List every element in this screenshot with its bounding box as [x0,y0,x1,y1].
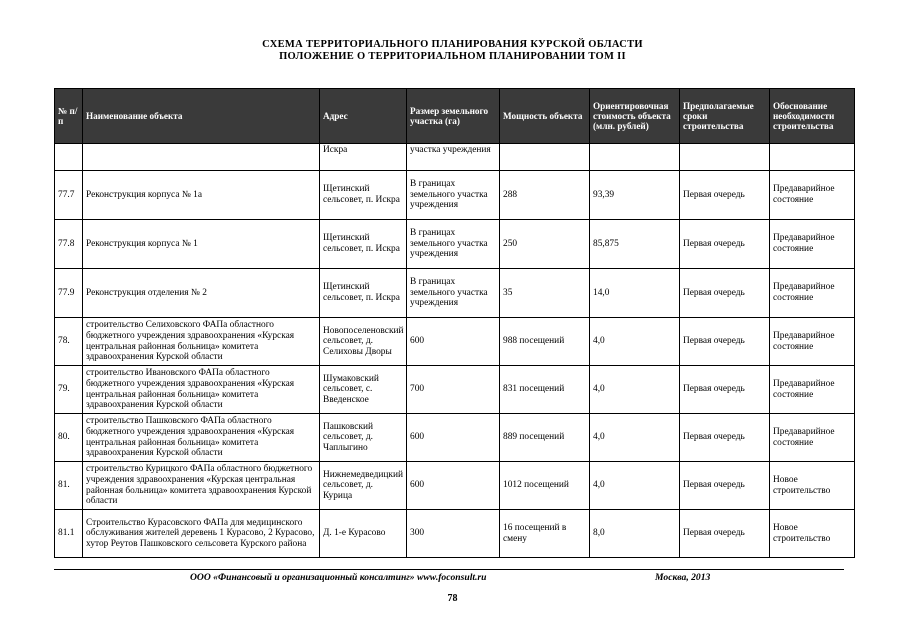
cell-name: строительство Ивановского ФАПа областного бюджетного учреждения здравоохранения «Курская центральная районная больница» комитета здравоохранения Курской области [83,366,320,414]
cell-number: 77.8 [55,220,83,269]
cell-reason: Предаварийное состояние [770,220,855,269]
cell-number: 77.7 [55,171,83,220]
cell-reason: Предаварийное состояние [770,414,855,462]
cell-cost: 85,875 [590,220,680,269]
table-row [55,171,855,220]
cell-capacity: 250 [500,220,590,269]
cell-address: Щетинский сельсовет, п. Искра [320,269,407,318]
cell-number: 80. [55,414,83,462]
cell-name: Реконструкция отделения № 2 [83,269,320,318]
cell-name: строительство Селиховского ФАПа областного бюджетного учреждения здравоохранения «Курская центральная районная больница» комитета здравоохранения Курской области [83,318,320,366]
cell-size: В границах земельного участка учреждения [407,269,500,318]
cell-size: 700 [407,366,500,414]
cell-size: 600 [407,414,500,462]
cell-period: Первая очередь [680,269,770,318]
page-number: 78 [447,593,458,604]
col-header-capacity: Мощность объекта [500,89,590,144]
cell-size: В границах земельного участка учреждения [407,220,500,269]
cell-address: Д. 1-е Курасово [320,510,407,558]
cell-size: участка учреждения [407,144,500,171]
col-header-name: Наименование объекта [83,89,320,144]
cell-size: В границах земельного участка учреждения [407,171,500,220]
cell-name: строительство Курицкого ФАПа областного бюджетного учреждения здравоохранения «Курская центральная районная больница» комитета здравоохранения Курской области [83,462,320,510]
cell-cost: 93,39 [590,171,680,220]
cell-address: Нижнемедведицкий сельсовет, д. Курица [320,462,407,510]
cell-period: Первая очередь [680,510,770,558]
table-row [55,366,855,414]
cell-reason: Предаварийное состояние [770,318,855,366]
document-subtitle: ПОЛОЖЕНИЕ О ТЕРРИТОРИАЛЬНОМ ПЛАНИРОВАНИИ ТОМ II [279,51,626,62]
cell-capacity: 1012 посещений [500,462,590,510]
table-header-row [55,89,855,144]
footer-divider [54,569,844,570]
cell-capacity [500,144,590,171]
col-header-cost: Ориентировочная стоимость объекта (млн. рублей) [590,89,680,144]
cell-number: 81.1 [55,510,83,558]
cell-name [83,144,320,171]
objects-table [54,88,855,558]
cell-reason: Новое строительство [770,462,855,510]
cell-name: строительство Пашковского ФАПа областного бюджетного учреждения здравоохранения «Курская центральная районная больница» комитета здравоохранения Курской области [83,414,320,462]
cell-period [680,144,770,171]
cell-period: Первая очередь [680,366,770,414]
cell-reason [770,144,855,171]
table-row [55,462,855,510]
cell-size: 600 [407,318,500,366]
cell-cost: 8,0 [590,510,680,558]
cell-number: 79. [55,366,83,414]
cell-cost: 4,0 [590,462,680,510]
cell-name: Строительство Курасовского ФАПа для медицинского обслуживания жителей деревень 1 Курасово, 2 Курасово, хутор Реутов Пашковского сельсовета Курского района [83,510,320,558]
cell-cost: 14,0 [590,269,680,318]
col-header-address: Адрес [320,89,407,144]
cell-capacity: 16 посещений в смену [500,510,590,558]
cell-size: 300 [407,510,500,558]
cell-period: Первая очередь [680,462,770,510]
table-row-continuation [55,144,855,171]
cell-name: Реконструкция корпуса № 1 [83,220,320,269]
cell-reason: Предаварийное состояние [770,171,855,220]
col-header-number: № п/п [55,89,83,144]
cell-name: Реконструкция корпуса № 1а [83,171,320,220]
footer-city-year: Москва, 2013 [655,572,711,583]
cell-size: 600 [407,462,500,510]
cell-period: Первая очередь [680,220,770,269]
cell-cost [590,144,680,171]
cell-address: Щетинский сельсовет, п. Искра [320,171,407,220]
cell-capacity: 35 [500,269,590,318]
cell-period: Первая очередь [680,318,770,366]
cell-period: Первая очередь [680,414,770,462]
col-header-period: Предполагаемые сроки строительства [680,89,770,144]
cell-capacity: 988 посещений [500,318,590,366]
footer-organization: ООО «Финансовый и организационный консалтинг» www.foconsult.ru [190,572,487,583]
col-header-reason: Обоснование необходимости строительства [770,89,855,144]
cell-cost: 4,0 [590,318,680,366]
cell-number: 81. [55,462,83,510]
table-row [55,269,855,318]
cell-address: Шумаковский сельсовет, с. Введенское [320,366,407,414]
table-row [55,414,855,462]
cell-period: Первая очередь [680,171,770,220]
cell-address: Новопоселеновский сельсовет, д. Селиховы Дворы [320,318,407,366]
cell-reason: Предаварийное состояние [770,269,855,318]
table-row [55,220,855,269]
cell-number: 77.9 [55,269,83,318]
cell-address: Искра [320,144,407,171]
cell-reason: Новое строительство [770,510,855,558]
col-header-size: Размер земельного участка (га) [407,89,500,144]
cell-cost: 4,0 [590,414,680,462]
table-row [55,510,855,558]
table-row [55,318,855,366]
cell-cost: 4,0 [590,366,680,414]
cell-number: 78. [55,318,83,366]
cell-address: Пашковский сельсовет, д. Чаплыгино [320,414,407,462]
cell-capacity: 288 [500,171,590,220]
cell-reason: Предаварийное состояние [770,366,855,414]
cell-capacity: 831 посещений [500,366,590,414]
cell-address: Щетинский сельсовет, п. Искра [320,220,407,269]
cell-number [55,144,83,171]
cell-capacity: 889 посещений [500,414,590,462]
document-title: СХЕМА ТЕРРИТОРИАЛЬНОГО ПЛАНИРОВАНИЯ КУРСКОЙ ОБЛАСТИ [262,39,643,50]
